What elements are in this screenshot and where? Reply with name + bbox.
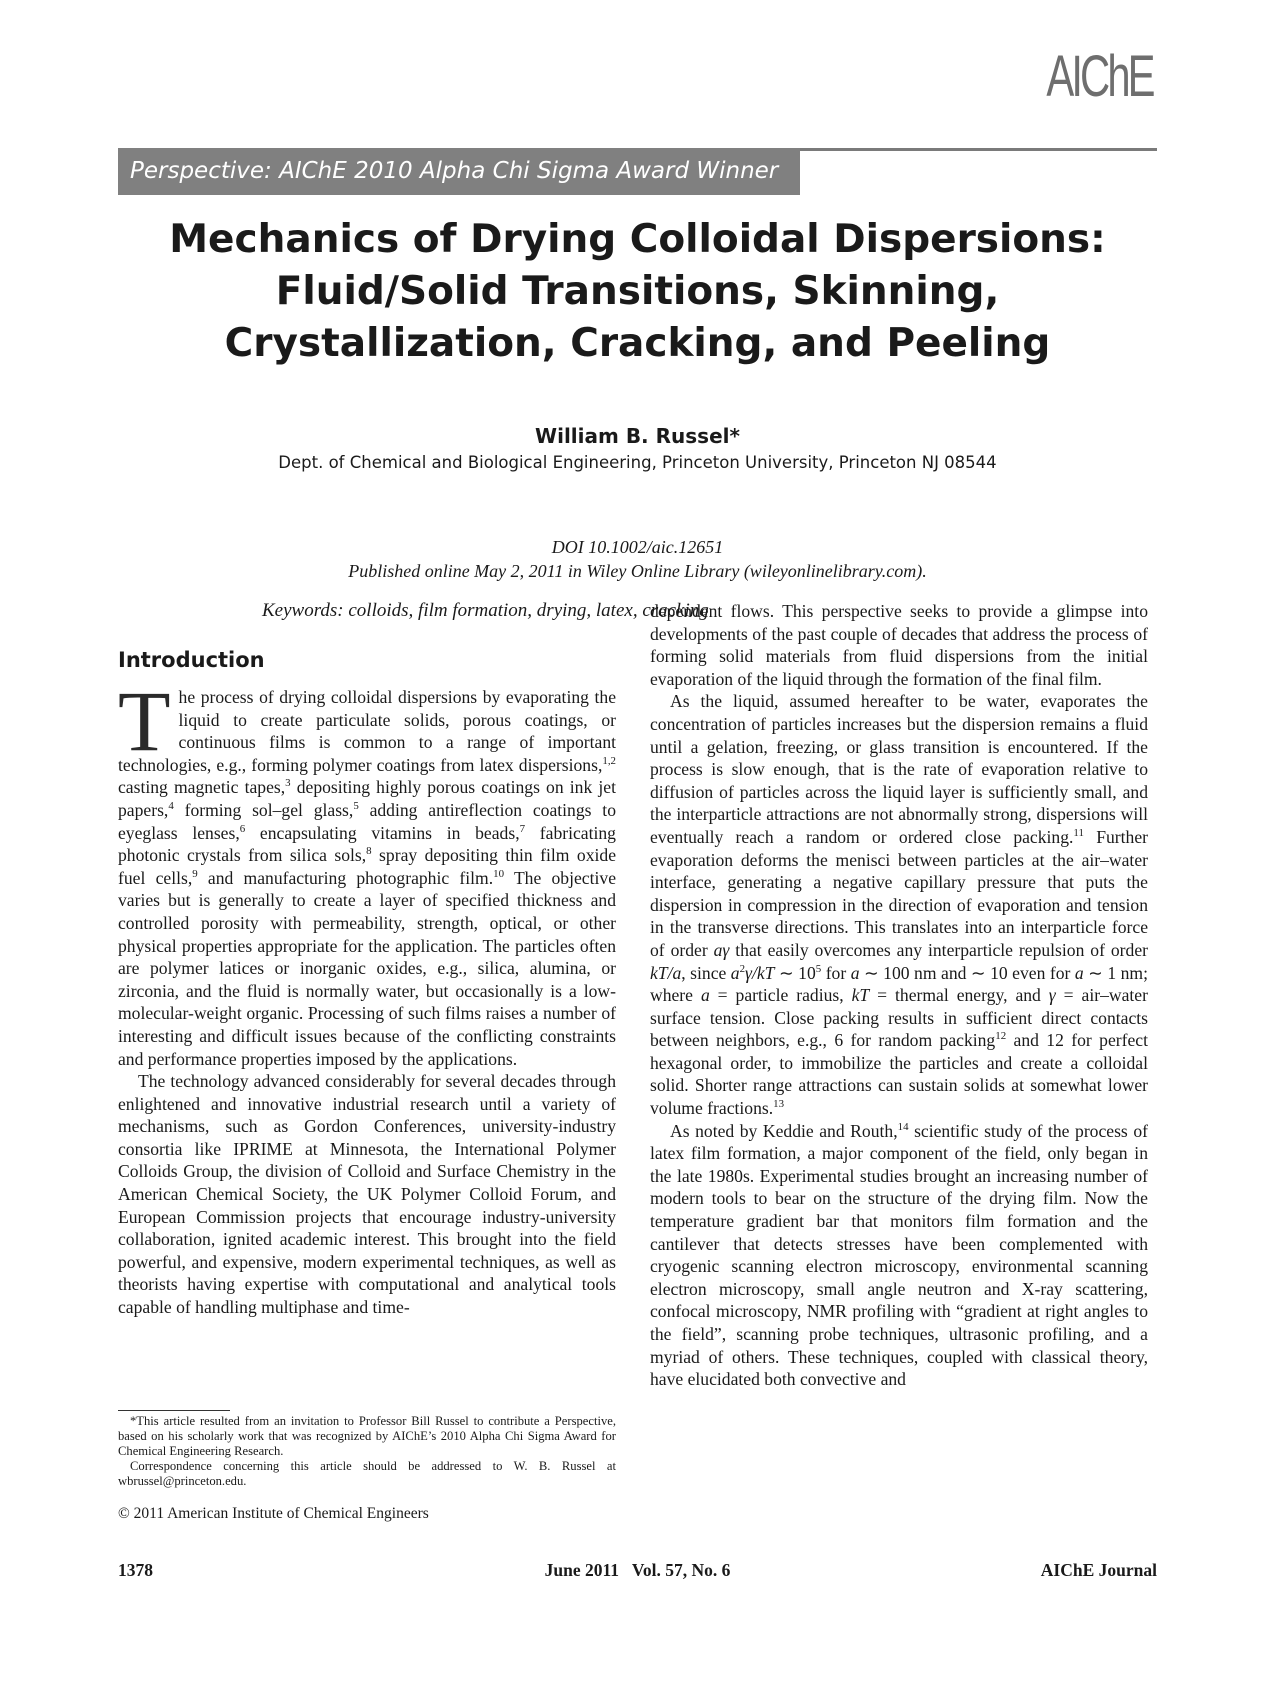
author-name: William B. Russel* <box>535 424 740 448</box>
paragraph-1: The process of drying colloidal dispersions by evaporating the liquid to create particulate solids, porous coatings, or continuous films is common to a range of important technologies, e.g., forming polymer coatings from latex dispersions,$^{1,2}$ casting magnetic tapes,$^3$ depositing highly porous coatings on ink jet papers,$^4$ forming sol–gel glass,$^5$ adding antireflection coatings to eyeglass lenses,$^6$ encapsulating vitamins in beads,$^7$ fabricating photonic crystals from silica sols,$^8$ spray depositing thin film oxide fuel cells,$^9$ and manufacturing photographic film.$^{10}$ The objective varies but is generally to create a layer of specified thickness and controlled porosity with permeability, strength, optical, or other physical properties appropriate for the application. The particles often are polymer latices or inorganic oxides, e.g., silica, alumina, or zirconia, and the fluid is normally water, but occasionally is a low-molecular-weight organic. Processing of such films raises a number of interesting and difficult issues because of the conflicting constraints and performance properties imposed by the applications. <box>118 673 616 1069</box>
title-line-3: Crystallization, Cracking, and Peeling <box>224 321 1051 366</box>
title-line-2: Fluid/Solid Transitions, Skinning, <box>275 269 1000 314</box>
keywords: Keywords: colloids, film formation, drying, latex, cracking <box>262 600 709 621</box>
page-footer <box>118 1560 1157 1584</box>
aiche-logo: AIChE <box>1046 44 1153 109</box>
page-number: 1378 <box>118 1560 153 1580</box>
paragraph-3: dependent flows. This perspective seeks to provide a glimpse into developments of the past couple of decades that address the process of forming solid materials from fluid dispersions from the initial evaporation of the liquid through the formation of the final film. <box>650 601 1148 689</box>
author-affiliation: Dept. of Chemical and Biological Engineering, Princeton University, Princeton NJ 08544 <box>278 453 997 472</box>
paragraph-2: The technology advanced considerably for several decades through enlightened and innovative industrial research until a variety of mechanisms, such as Gordon Conferences, university-industry consortia like IPRIME at Minnesota, the International Polymer Colloids Group, the division of Colloid and Surface Chemistry in the American Chemical Society, the UK Polymer Colloid Forum, and European Commission projects that encourage industry-university collaboration, ignited academic interest. This brought into the field powerful, and expensive, modern experimental techniques, as well as theorists having expertise with computational and analytical tools capable of handling multiphase and time- <box>118 1071 616 1318</box>
drop-cap: T <box>118 673 171 769</box>
section-heading-introduction: Introduction <box>118 648 265 672</box>
publication-info: Published online May 2, 2011 in Wiley Online Library (wileyonlinelibrary.com). <box>348 561 927 581</box>
left-column <box>118 638 616 1319</box>
right-column <box>650 600 1148 1391</box>
journal-name: AIChE Journal <box>1040 1560 1157 1580</box>
perspective-banner: Perspective: AIChE 2010 Alpha Chi Sigma Award Winner <box>118 148 800 195</box>
paragraph-4: As the liquid, assumed hereafter to be water, evaporates the concentration of particles increases but the dispersion remains a fluid until a gelation, freezing, or glass transition is encountered. If the process is slow enough, that is the rate of evaporation relative to diffusion of particles across the liquid layer is sufficiently small, and the interparticle attractions are not abnormally strong, dispersions will eventually reach a random or ordered close packing.$^{11}$ Further evaporation deforms the menisci between particles at the air–water interface, generating a negative capillary pressure that puts the dispersion in compression in the direction of evaporation and tension in the transverse directions. This translates into an interparticle force of order aγ that easily overcomes any interparticle repulsion of order kT/a, since $a^2\gamma/kT$ ∼ $10^5$ for a ∼ 100 nm and ∼ 10 even for a ∼ 1 nm; where a = particle radius, kT = thermal energy, and γ = air–water surface tension. Close packing results in sufficient direct contacts between neighbors, e.g., 6 for random packing$^{12}$ and 12 for perfect hexagonal order, to immobilize the particles and create a colloidal solid. Shorter range attractions can sustain solids at somewhat lower volume fractions.$^{13}$ <box>650 691 1148 1119</box>
paragraph-5: As noted by Keddie and Routh,$^{14}$ scientific study of the process of latex film formation, a major component of the field, only began in the late 1980s. Experimental studies brought an increasing number of modern tools to bear on the structure of the drying film. Now the temperature gradient bar that monitors film formation and the cantilever that detects stresses have been complemented with cryogenic scanning electron microscopy, environmental scanning electron microscopy, small angle neutron and X-ray scattering, confocal microscopy, NMR profiling with “gradient at right angles to the field”, scanning probe techniques, ultrasonic profiling, and a myriad of others. These techniques, coupled with classical theory, have elucidated both convective and <box>650 1120 1148 1390</box>
footnote-2: Correspondence concerning this article should be addressed to W. B. Russel at wbrussel@princeton.edu. <box>118 1459 616 1488</box>
issue-info: June 2011 Vol. 57, No. 6 <box>544 1560 731 1580</box>
copyright: © 2011 American Institute of Chemical Engineers <box>118 1505 429 1522</box>
title-line-1: Mechanics of Drying Colloidal Dispersions: <box>169 217 1106 262</box>
footnote-1: *This article resulted from an invitation to Professor Bill Russel to contribute a Perspective, based on his scholarly work that was recognized by AIChE’s 2010 Alpha Chi Sigma Award for Chemical Engineering Research. <box>118 1414 616 1458</box>
footnote-rule <box>118 1410 230 1411</box>
footnotes <box>118 1414 616 1489</box>
article-title <box>100 214 1175 370</box>
doi: DOI 10.1002/aic.12651 <box>551 537 724 557</box>
